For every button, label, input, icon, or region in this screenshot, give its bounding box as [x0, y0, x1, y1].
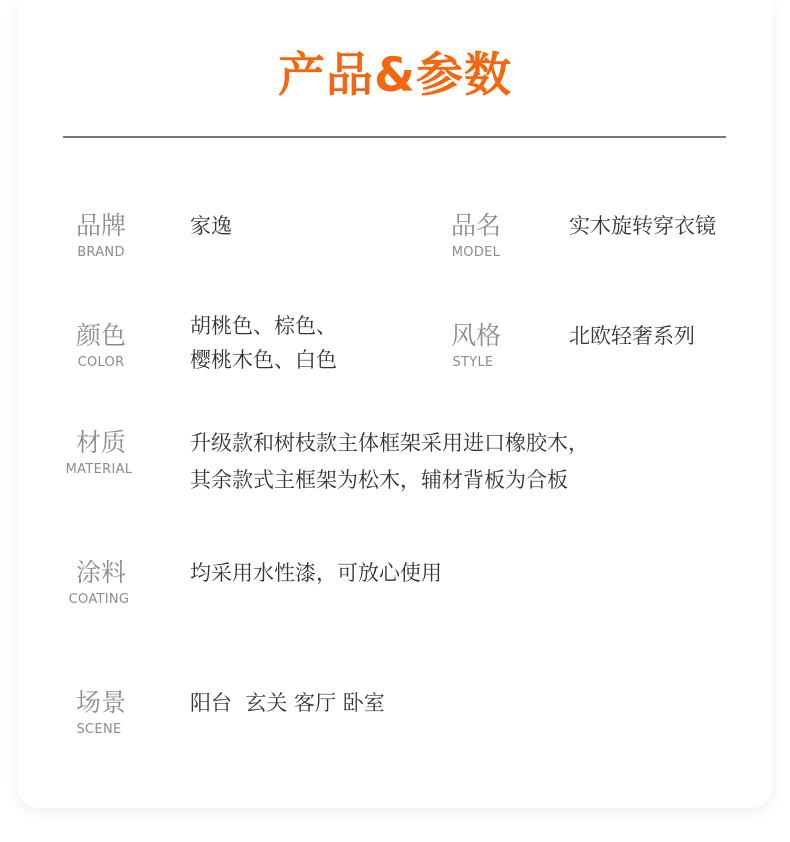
model-label-en: MODEL: [451, 245, 501, 260]
brand-label: 品牌: [75, 211, 126, 240]
color-value-line2: 樱桃木色、白色: [190, 348, 337, 372]
color-label-en: COLOR: [77, 355, 125, 370]
scene-value: 阳台 玄关 客厅 卧室: [190, 691, 385, 715]
style-value: 北欧轻奢系列: [569, 324, 695, 348]
style-label-en: STYLE: [452, 355, 494, 370]
coating-value: 均采用水性漆，可放心使用: [190, 561, 442, 585]
material-label-en: MATERIAL: [65, 462, 133, 477]
model-value: 实木旋转穿衣镜: [569, 214, 716, 238]
scene-label: 场景: [75, 688, 126, 717]
brand-label-en: BRAND: [77, 245, 125, 260]
material-label: 材质: [75, 428, 126, 457]
color-label: 颜色: [75, 321, 126, 350]
brand-value: 家逸: [190, 214, 232, 238]
color-value-line1: 胡桃色、棕色、: [190, 314, 337, 338]
model-label: 品名: [450, 211, 501, 240]
style-label: 风格: [450, 321, 501, 350]
material-value-line2: 其余款式主框架为松木，辅材背板为合板: [190, 468, 568, 492]
material-value-line1: 升级款和树枝款主体框架采用进口橡胶木，: [190, 431, 589, 455]
spec-card: [17, 0, 773, 808]
coating-label-en: COATING: [68, 592, 130, 607]
title-divider: [63, 136, 726, 138]
page-title: 产品&参数: [278, 48, 512, 103]
scene-label-en: SCENE: [76, 722, 122, 737]
coating-label: 涂料: [75, 558, 126, 587]
